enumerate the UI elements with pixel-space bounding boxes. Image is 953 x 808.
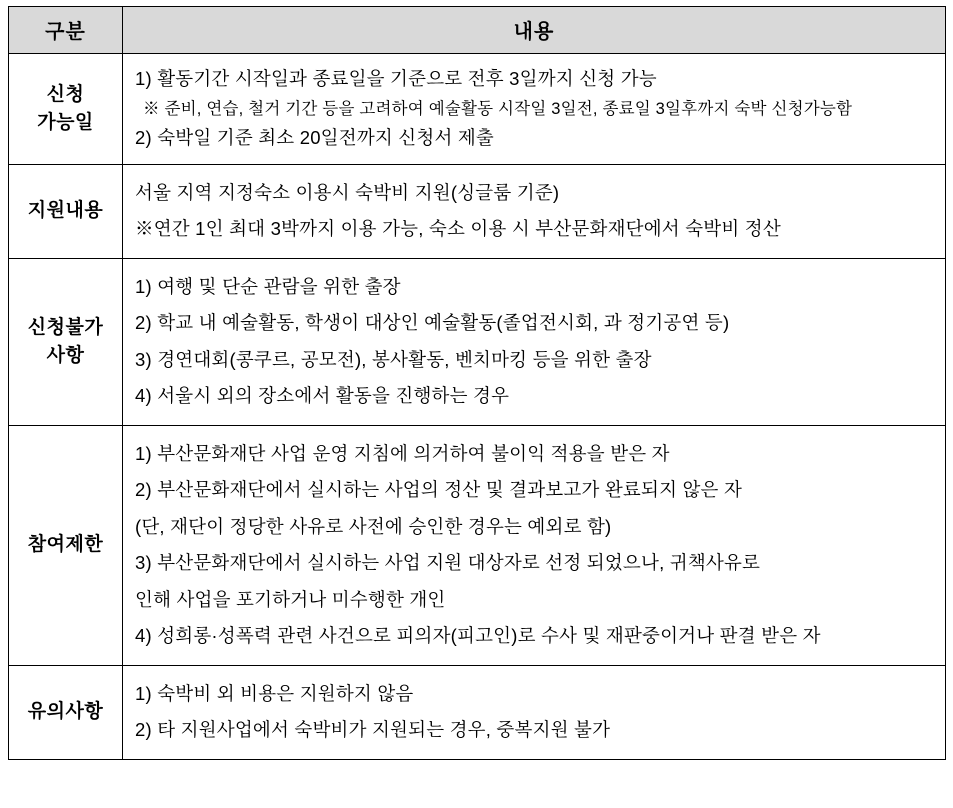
- content-line: 3) 경연대회(콩쿠르, 공모전), 봉사활동, 벤치마킹 등을 위한 출장: [135, 348, 652, 370]
- content-line: 2) 타 지원사업에서 숙박비가 지원되는 경우, 중복지원 불가: [135, 719, 611, 740]
- content-line: 인해 사업을 포기하거나 미수행한 개인: [135, 588, 446, 610]
- row-content-precautions: [123, 665, 946, 759]
- table-row: [9, 164, 946, 258]
- content-line: 1) 부산문화재단 사업 운영 지침에 의거하여 불이익 적용을 받은 자: [135, 442, 670, 464]
- table-row: [9, 54, 946, 165]
- row-label-precautions: [9, 665, 123, 759]
- column-header-content: 내용: [123, 7, 946, 54]
- table-row: [9, 425, 946, 665]
- column-header-category: 구분: [9, 7, 123, 54]
- content-line: 2) 학교 내 예술활동, 학생이 대상인 예술활동(졸업전시회, 과 정기공연 등): [135, 312, 730, 333]
- content-line: 2) 부산문화재단에서 실시하는 사업의 정산 및 결과보고가 완료되지 않은 자: [135, 479, 743, 500]
- row-label-line: 가능일: [37, 111, 94, 133]
- content-line: 서울 지역 지정숙소 이용시 숙박비 지원(싱글룸 기준): [135, 181, 560, 203]
- table-body: [9, 54, 946, 760]
- row-label-participation-restrictions: [9, 425, 123, 665]
- row-label-line: 참여제한: [27, 534, 104, 556]
- table-header-row: [9, 7, 946, 54]
- content-line: 1) 여행 및 단순 관람을 위한 출장: [135, 275, 401, 297]
- content-line: 1) 숙박비 외 비용은 지원하지 않음: [135, 682, 414, 704]
- row-label-line: 사항: [46, 344, 85, 366]
- content-line: 1) 활동기간 시작일과 종료일을 기준으로 전후 3일까지 신청 가능: [135, 68, 657, 89]
- content-line: 4) 서울시 외의 장소에서 활동을 진행하는 경우: [135, 385, 510, 406]
- row-content-ineligible-items: [123, 258, 946, 425]
- row-label-line: 신청: [46, 84, 85, 106]
- row-content-support-details: [123, 164, 946, 258]
- table-row: [9, 258, 946, 425]
- guidelines-table: [8, 6, 946, 760]
- content-line: 4) 성희롱·성폭력 관련 사건으로 피의자(피고인)로 수사 및 재판중이거나 판결 받은 자: [135, 625, 821, 646]
- row-label-line: 유의사항: [27, 701, 104, 723]
- table-header: [9, 7, 946, 54]
- row-label-ineligible-items: [9, 258, 123, 425]
- row-label-support-details: [9, 164, 123, 258]
- content-line-note: ※ 준비, 연습, 철거 기간 등을 고려하여 예술활동 시작일 3일전, 종료일 3일후까지 숙박 신청가능함: [143, 99, 853, 118]
- content-line: 3) 부산문화재단에서 실시하는 사업 지원 대상자로 선정 되었으나, 귀책사유로: [135, 552, 761, 573]
- content-line: (단, 재단이 정당한 사유로 사전에 승인한 경우는 예외로 함): [135, 515, 612, 537]
- row-label-line: 신청불가: [27, 316, 104, 338]
- row-label-application-period: [9, 54, 123, 165]
- content-line: 2) 숙박일 기준 최소 20일전까지 신청서 제출: [135, 127, 495, 148]
- row-content-application-period: [123, 54, 946, 165]
- content-line: ※연간 1인 최대 3박까지 이용 가능, 숙소 이용 시 부산문화재단에서 숙박비 정산: [135, 218, 781, 239]
- table-row: [9, 665, 946, 759]
- row-label-line: 지원내용: [27, 200, 104, 222]
- row-content-participation-restrictions: [123, 425, 946, 665]
